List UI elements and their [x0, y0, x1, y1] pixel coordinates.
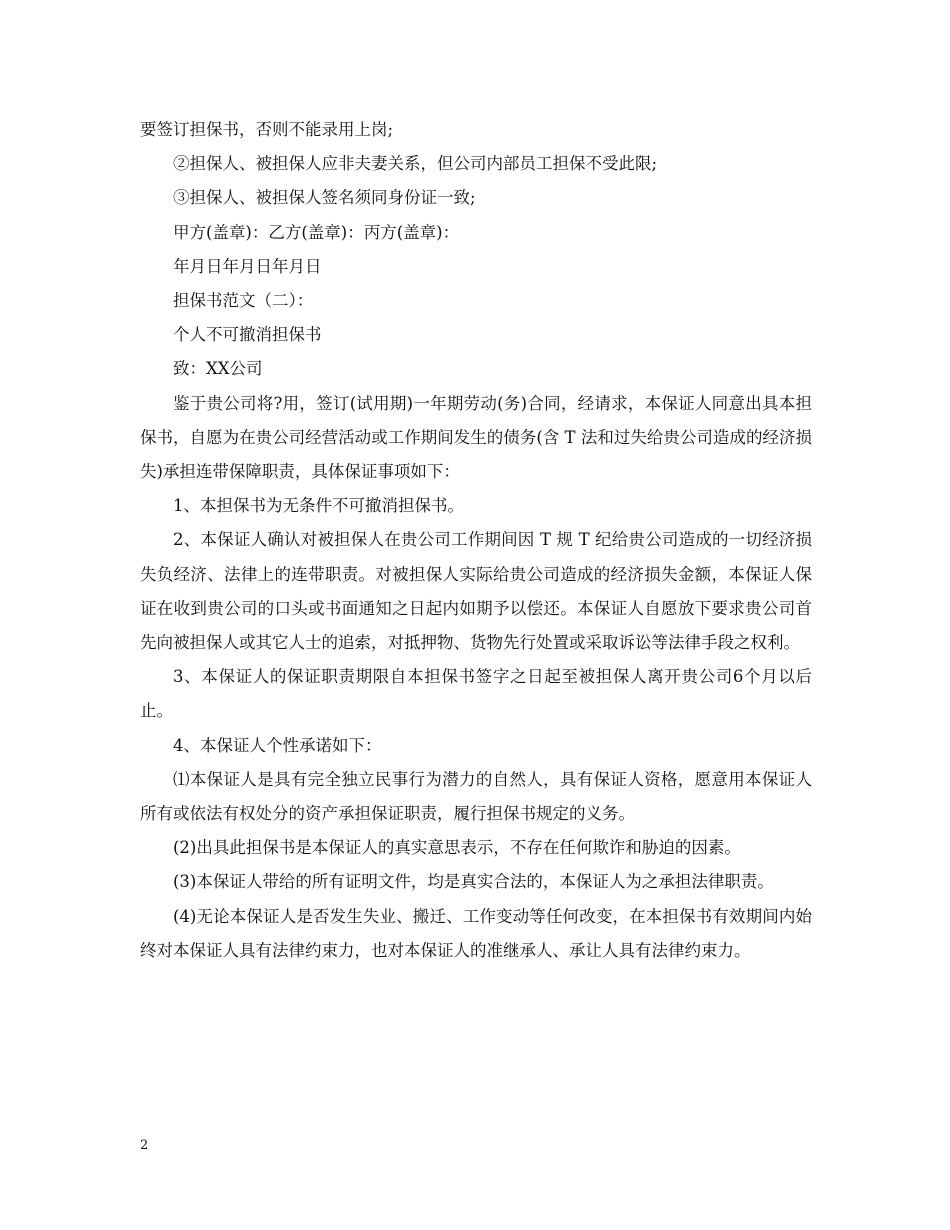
- document-title: 个人不可撤消担保书: [173, 325, 322, 345]
- paragraph-item-2: ②担保人、被担保人应非夫妻关系，但公司内部员工担保不受此限;: [173, 154, 658, 174]
- clause-3: 3、本保证人的保证职责期限自本担保书签字之日起至被担保人离开贵公司6个月以后止。: [140, 667, 812, 721]
- clause-4: 4、本保证人个性承诺如下：: [173, 735, 382, 755]
- date-line: 年月日年月日年月日: [173, 256, 322, 276]
- sub-clause-3: (3)本保证人带给的所有证明文件，均是真实合法的，本保证人为之承担法律职责。: [173, 872, 774, 892]
- paragraph-item-3: ③担保人、被担保人签名须同身份证一致;: [173, 188, 476, 208]
- signature-line: 甲方(盖章)：乙方(盖章)：丙方(盖章)：: [173, 222, 460, 242]
- page-number: 2: [140, 1138, 149, 1153]
- sub-clause-2: (2)出具此担保书是本保证人的真实意思表示，不存在任何欺诈和胁迫的因素。: [173, 838, 741, 858]
- sub-clause-4: (4)无论本保证人是否发生失业、搬迁、工作变动等任何改变，在本担保书有效期间内始终对本保证人具有法律约束力，也对本保证人的准继承人、承让人具有法律约束力。: [140, 906, 812, 960]
- paragraph-preamble: 鉴于贵公司将?用，签订(试用期)一年期劳动(务)合同，经请求，本保证人同意出具本担保书，自愿为在贵公司经营活动或工作期间发生的债务(含 T 法和过失给贵公司造成的经济损失)承担连带保障职责，具体保证事项如下：: [140, 393, 812, 482]
- recipient-line: 致：XX公司: [173, 359, 263, 379]
- paragraph-continuation: 要签订担保书，否则不能录用上岗;: [140, 120, 394, 139]
- document-body: [140, 113, 812, 968]
- section-heading: 担保书范文（二）：: [173, 291, 314, 311]
- sub-clause-1: ⑴本保证人是具有完全独立民事行为潜力的自然人，具有保证人资格，愿意用本保证人所有或依法有权处分的资产承担保证职责，履行担保书规定的义务。: [140, 769, 812, 824]
- clause-1: 1、本担保书为无条件不可撤消担保书。: [173, 496, 464, 516]
- clause-2: 2、本保证人确认对被担保人在贵公司工作期间因 T 规 T 纪给贵公司造成的一切经济损失负经济、法律上的连带职责。对被担保人实际给贵公司造成的经济损失金额，本保证人保证在收到贵公司的口头或书面通知之日起内如期予以偿还。本保证人自愿放下要求贵公司首先向被担保人或其它人士的追索，对抵押物、货物先行处置或采取诉讼等法律手段之权利。: [140, 530, 812, 653]
